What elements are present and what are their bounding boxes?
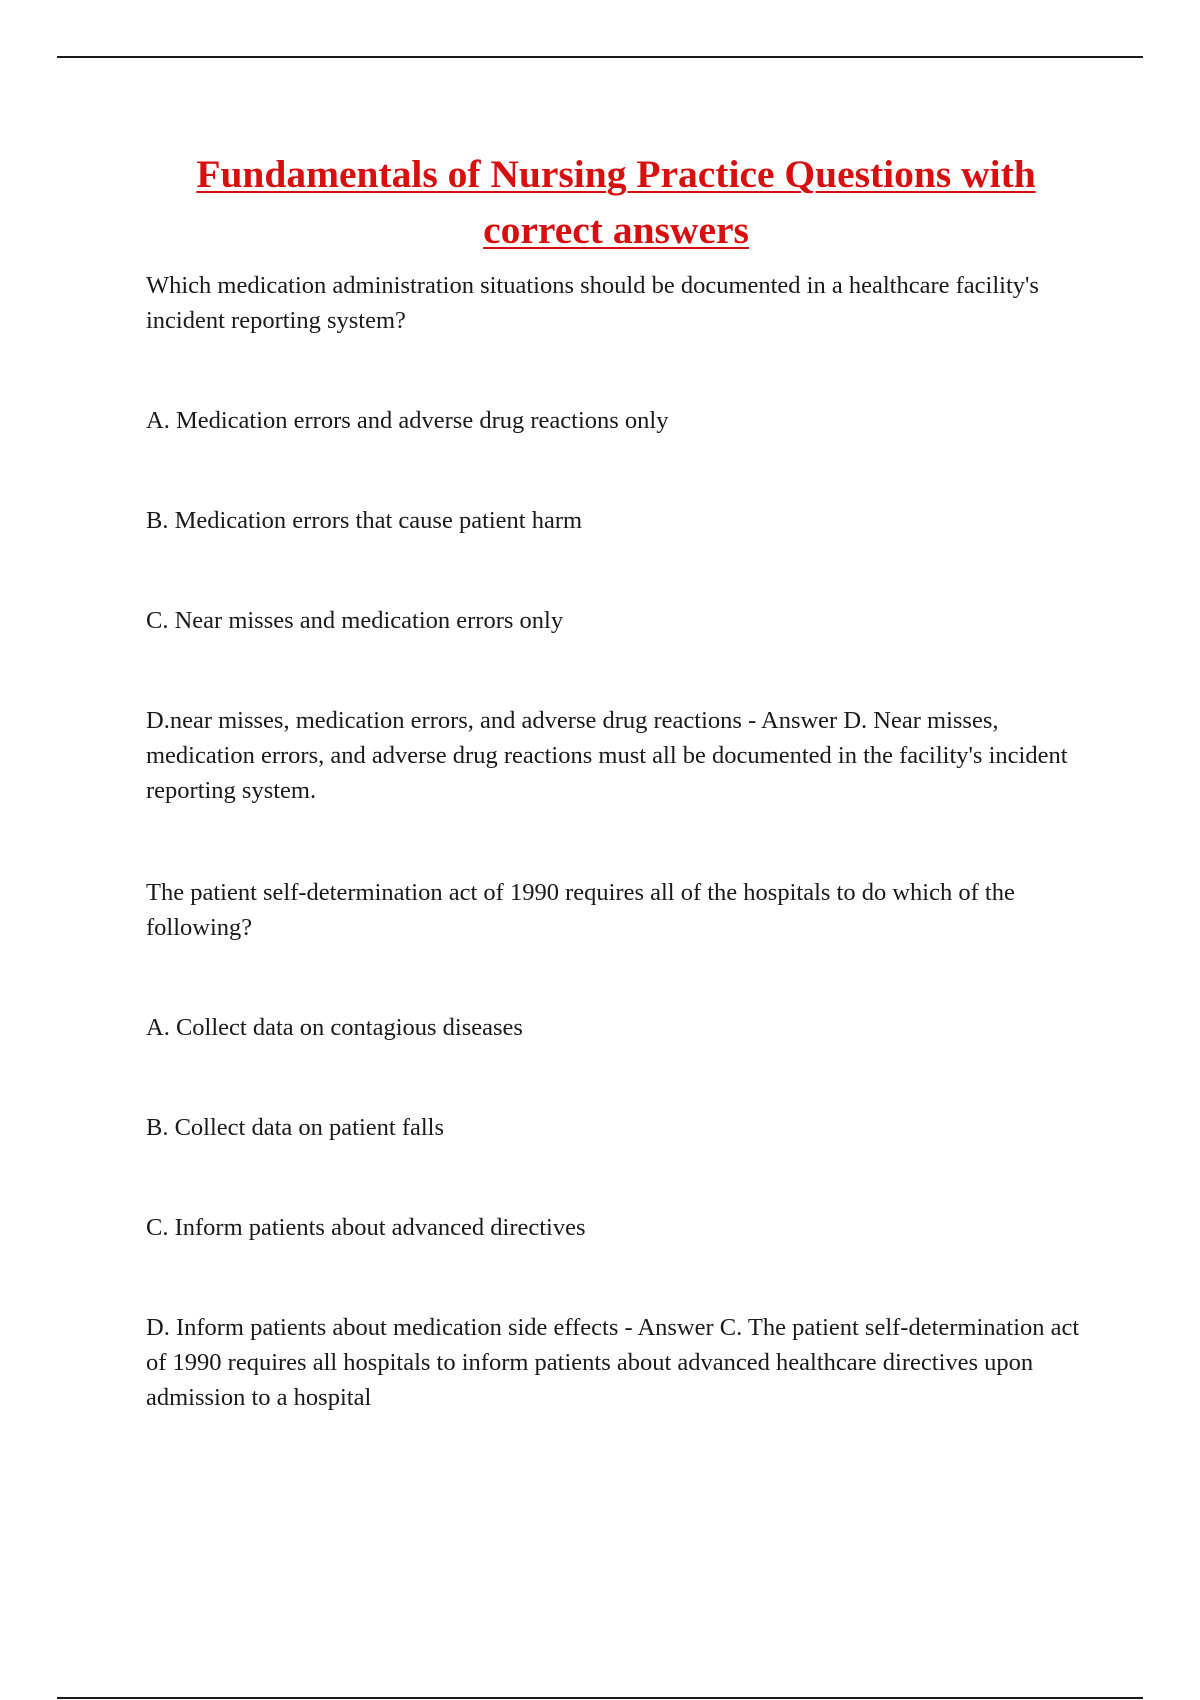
question-2-option-d-answer: D. Inform patients about medication side effects - Answer C. The patient self-determination act of 1990 requires all hospitals to inform patients about advanced healthcare directives upon admission to a hospital — [146, 1314, 1080, 1411]
question-1-option-c: C. Near misses and medication errors only — [146, 607, 564, 634]
question-1-option-a: A. Medication errors and adverse drug reactions only — [146, 407, 669, 434]
question-2-option-c: C. Inform patients about advanced directives — [146, 1214, 586, 1241]
bottom-rule — [57, 1697, 1143, 1699]
question-2-text: The patient self-determination act of 1990 requires all of the hospitals to do which of the following? — [146, 879, 1015, 941]
top-rule — [57, 56, 1143, 58]
document-body — [146, 268, 1086, 1415]
question-1-option-b: B. Medication errors that cause patient harm — [146, 507, 583, 534]
question-1-option-d-answer: D.near misses, medication errors, and adverse drug reactions - Answer D. Near misses, medication errors, and adverse drug reactions must all be documented in the facility's incident reporting system. — [146, 707, 1068, 804]
question-2-option-b: B. Collect data on patient falls — [146, 1114, 445, 1141]
question-1-text: Which medication administration situations should be documented in a healthcare facility's incident reporting system? — [146, 272, 1039, 334]
question-2-option-a: A. Collect data on contagious diseases — [146, 1014, 523, 1041]
document-title: Fundamentals of Nursing Practice Questions with correct answers — [196, 152, 1036, 252]
